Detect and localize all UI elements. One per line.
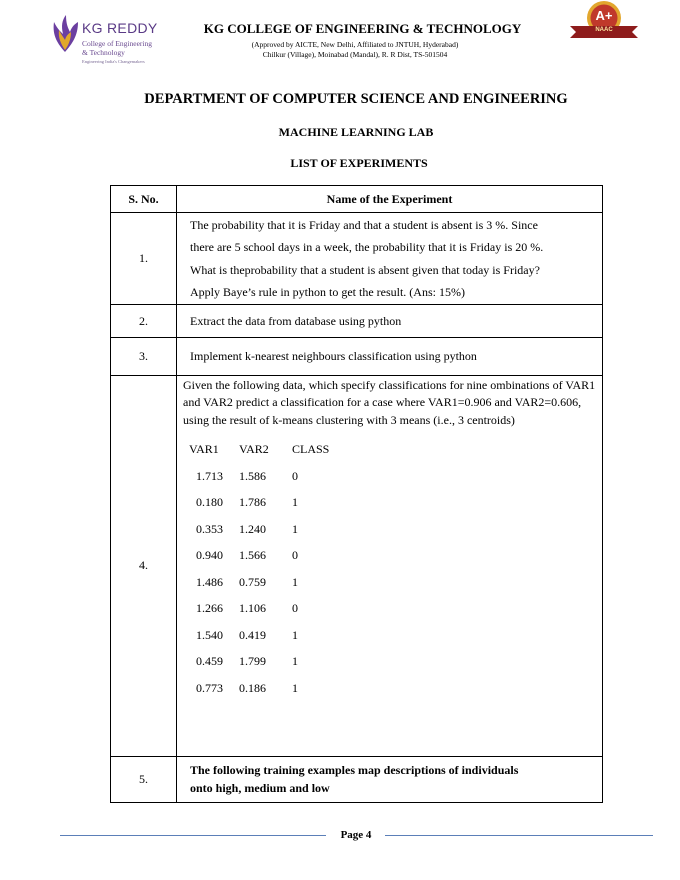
data-row xyxy=(189,490,352,517)
row-number: 3. xyxy=(111,338,177,375)
data-cell: 1 xyxy=(292,654,298,669)
row-number: 2. xyxy=(111,304,177,337)
experiment-text: Implement k-nearest neighbours classification using python xyxy=(177,338,603,375)
table-header-row xyxy=(111,186,603,213)
header-sno: S. No. xyxy=(111,186,177,213)
data-cell: 0.459 xyxy=(196,654,223,669)
text-line: The following training examples map descriptions of individuals xyxy=(190,763,519,778)
naac-grade: A+ xyxy=(595,8,613,23)
logo-tagline: Engineering India's Changemakers xyxy=(82,59,145,64)
table-row xyxy=(111,375,603,756)
experiment-text xyxy=(177,213,603,305)
table-row xyxy=(111,756,603,802)
data-row xyxy=(189,569,352,596)
data-cell: 1.540 xyxy=(196,627,223,642)
data-row xyxy=(189,516,352,543)
data-cell: 1.799 xyxy=(239,654,266,669)
list-title: LIST OF EXPERIMENTS xyxy=(290,156,428,170)
table-row xyxy=(111,213,603,305)
page-number: Page 4 xyxy=(340,829,372,841)
row-number: 1. xyxy=(111,213,177,305)
text-line: Apply Baye’s rule in python to get the result. (Ans: 15%) xyxy=(190,285,465,300)
data-cell: 1.240 xyxy=(239,521,266,536)
college-name: KG COLLEGE OF ENGINEERING & TECHNOLOGY xyxy=(203,21,522,36)
logo-line-2: & Technology xyxy=(82,48,125,57)
data-cell: 1.486 xyxy=(196,574,223,589)
table-row xyxy=(111,338,603,375)
data-row xyxy=(189,463,352,490)
experiment-text xyxy=(177,375,603,756)
naac-badge xyxy=(568,0,640,46)
row-number: 4. xyxy=(111,375,177,756)
table-row xyxy=(111,304,603,337)
data-cell: 0 xyxy=(292,468,298,483)
data-cell: 1 xyxy=(292,521,298,536)
logo-title: KG REDDY xyxy=(82,20,158,36)
data-header-row xyxy=(189,435,352,463)
experiment-description: Given the following data, which specify classifications for nine ombinations of VAR1 and VAR2 predict a classification for a case where VAR1=0.906 and VAR2=0.606, using the result of k-means clustering with 3 means (i.e., 3 centroids) xyxy=(183,377,596,427)
data-cell: 1 xyxy=(292,627,298,642)
data-cell: 0.759 xyxy=(239,574,266,589)
data-cell: 0.186 xyxy=(239,680,266,695)
data-cell: 1.713 xyxy=(196,468,223,483)
college-approval: (Approved by AICTE, New Delhi, Affiliated to JNTUH, Hyderabad) xyxy=(251,40,459,49)
data-cell: 0.419 xyxy=(239,627,266,642)
lab-title: MACHINE LEARNING LAB xyxy=(278,125,434,139)
text-line: onto high, medium and low xyxy=(190,781,330,796)
data-header: VAR1 xyxy=(189,441,219,456)
naac-seal-icon xyxy=(568,0,640,46)
experiment-text xyxy=(177,756,603,802)
data-cell: 1.786 xyxy=(239,495,266,510)
data-row xyxy=(189,622,352,649)
data-cell: 0.353 xyxy=(196,521,223,536)
data-row xyxy=(189,675,352,702)
data-row xyxy=(189,543,352,570)
data-cell: 0.773 xyxy=(196,680,223,695)
kmeans-data-table xyxy=(189,435,352,702)
row-number: 5. xyxy=(111,756,177,802)
naac-label: NAAC xyxy=(595,27,613,33)
college-address: Chilkur (Village), Moinabad (Mandal), R. R Dist, TS-501504 xyxy=(262,50,448,59)
experiment-text: Extract the data from database using python xyxy=(177,304,603,337)
data-cell: 0 xyxy=(292,548,298,563)
text-line: there are 5 school days in a week, the probability that it is Friday is 20 %. xyxy=(190,240,544,255)
data-cell: 1 xyxy=(292,574,298,589)
data-cell: 1 xyxy=(292,495,298,510)
experiments-table xyxy=(110,185,603,803)
logo-line-1: College of Engineering xyxy=(82,39,152,48)
data-row xyxy=(189,596,352,623)
data-cell: 1.586 xyxy=(239,468,266,483)
data-cell: 1.566 xyxy=(239,548,266,563)
data-cell: 1 xyxy=(292,680,298,695)
data-header: CLASS xyxy=(292,441,330,456)
data-cell: 0.940 xyxy=(196,548,223,563)
data-row xyxy=(189,649,352,676)
data-cell: 1.266 xyxy=(196,601,223,616)
text-line: What is theprobability that a student is absent given that today is Friday? xyxy=(190,262,540,277)
data-cell: 0 xyxy=(292,601,298,616)
footer-divider-right xyxy=(385,835,653,836)
department-title: DEPARTMENT OF COMPUTER SCIENCE AND ENGINEERING xyxy=(144,91,568,107)
header-experiment-name: Name of the Experiment xyxy=(177,186,603,213)
text-line: The probability that it is Friday and that a student is absent is 3 %. Since xyxy=(190,217,538,232)
data-header: VAR2 xyxy=(239,441,269,456)
data-cell: 0.180 xyxy=(196,495,223,510)
data-cell: 1.106 xyxy=(239,601,266,616)
